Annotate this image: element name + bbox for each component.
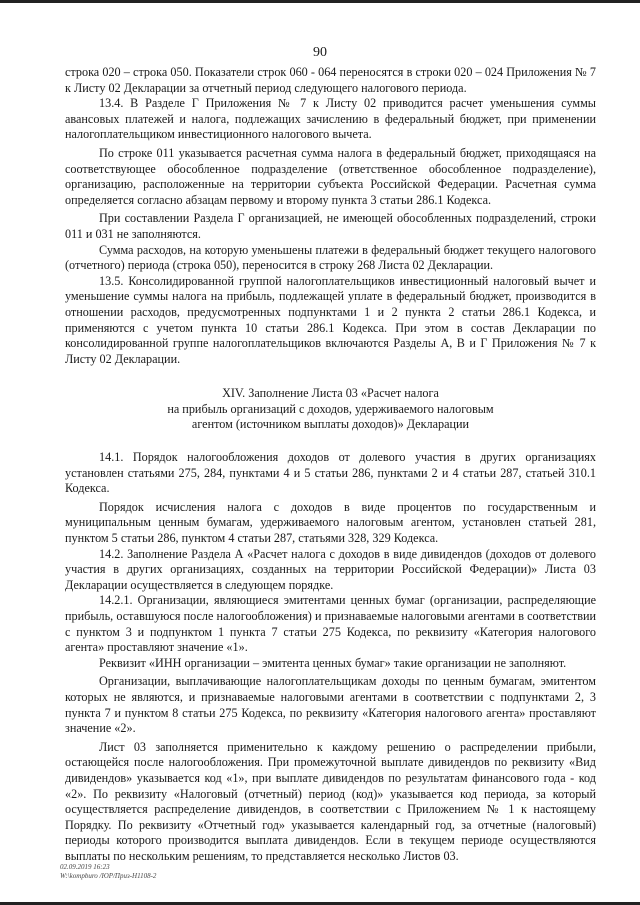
paragraph: Лист 03 заполняется применительно к каждому решению о распределении прибыли, остающейся после налогообложения. При промежуточной выплате дивидендов по реквизиту «Вид дивидендов» указывается код «1», при выплате дивидендов по результатам финансового года - код «2». По реквизиту «Налоговый (отчетный) период (код)» указывается код периода, за который осуществляется распределение дивидендов, в соответствии с Приложением № 1 к настоящему Порядку. По реквизиту «Отчетный год» указывается календарный год, за отчетные (налоговый) периоды которого производится выплата дивидендов. Если в текущем периоде осуществляются выплаты по нескольким решениям, то представляется несколько Листов 03. <box>65 739 596 863</box>
paragraph: Организации, выплачивающие налогоплательщикам доходы по ценным бумагам, эмитентом которых не являются, и признаваемые налоговыми агентами в соответствии с подпунктами 2, 3 пункта 7 и пунктом 8 статьи 275 Кодекса, по реквизиту «Категория налогового агента» проставляют значение «2». <box>65 674 596 736</box>
footer-timestamp: 02.09.2019 16:23 <box>60 863 110 871</box>
section-13-continuation <box>65 65 596 367</box>
paragraph: строка 020 – строка 050. Показатели строк 060 - 064 переносятся в строки 020 – 024 Приложения № 7 к Листу 02 Декларации за отчетный период следующего налогового периода. <box>65 65 596 95</box>
paragraph: 13.4. В Разделе Г Приложения № 7 к Листу 02 приводится расчет уменьшения суммы авансовых платежей и налога, подлежащих зачислению в федеральный бюджет, при применении налогоплательщиком инвестиционного налогового вычета. <box>65 96 596 142</box>
section-14-body <box>65 450 596 864</box>
paragraph: 13.5. Консолидированной группой налогоплательщиков инвестиционный налоговый вычет и уменьшение суммы налога на прибыль, подлежащей уплате в федеральный бюджет, производится в отношении расходов, предусмотренных подпунктами 1 и 2 пункта 2 статьи 286.1 Кодекса, и применяются с учетом пункта 10 статьи 286.1 Кодекса. При этом в состав Декларации по консолидированной группе налогоплательщиков включаются Разделы А, В и Г Приложения № 7 к Листу 02 Декларации. <box>65 273 596 366</box>
section-title <box>65 386 596 433</box>
section-title-line: XIV. Заполнение Листа 03 «Расчет налога <box>222 386 439 401</box>
paragraph: 14.1. Порядок налогообложения доходов от долевого участия в других организациях установлен статьями 275, 284, пунктами 4 и 5 статьи 286, пунктами 2 и 4 статьи 287, статьей 310.1 Кодекса. <box>65 450 596 496</box>
document-footer <box>60 863 156 881</box>
page-number: 90 <box>313 45 327 60</box>
paragraph: По строке 011 указывается расчетная сумма налога в федеральный бюджет, приходящаяся на соответствующее обособленное подразделение (ответственное обособленное подразделение), организацию, расположенные на территории субъекта Российской Федерации. Расчетная сумма определяется согласно абзацам первому и второму пункта 3 статьи 286.1 Кодекса. <box>65 145 596 207</box>
document-body <box>65 65 596 865</box>
paragraph: Реквизит «ИНН организации – эмитента ценных бумаг» такие организации не заполняют. <box>99 655 567 670</box>
section-title-line: агентом (источником выплаты доходов)» Декларации <box>191 417 470 432</box>
paragraph: Сумма расходов, на которую уменьшены платежи в федеральный бюджет текущего налогового (отчетного) периода (строка 050), переносится в строку 268 Листа 02 Декларации. <box>65 242 596 273</box>
paragraph: Порядок исчисления налога с доходов в виде процентов по государственным и муниципальным ценным бумагам, удерживаемого налоговым агентом, установлен статьей 281, пунктом 5 статьи 286, пунктом 4 статьи 287, статьями 328, 329 Кодекса. <box>65 499 596 546</box>
paragraph: 14.2.1. Организации, являющиеся эмитентами ценных бумаг (организации, распределяющие прибыль, оставшуюся после налогообложения) и признаваемые налоговыми агентами в соответствии с пунктом 3 и подпунктом 1 пункта 7 статьи 275 Кодекса, по реквизиту «Категория налогового агента» проставляют значение «1». <box>65 593 596 655</box>
section-title-line: на прибыль организаций с доходов, удерживаемого налоговым <box>167 401 494 416</box>
paragraph: При составлении Раздела Г организацией, не имеющей обособленных подразделений, строки 011 и 031 не заполняются. <box>65 211 596 241</box>
paragraph: 14.2. Заполнение Раздела А «Расчет налога с доходов в виде дивидендов (доходов от долевого участия в других организациях, созданных на территории Российской Федерации)» Листа 03 Декларации осуществляется в следующем порядке. <box>65 546 596 592</box>
footer-file-path: W:\kompburo /ЮР/Приз-Н1108-2 <box>60 872 157 880</box>
